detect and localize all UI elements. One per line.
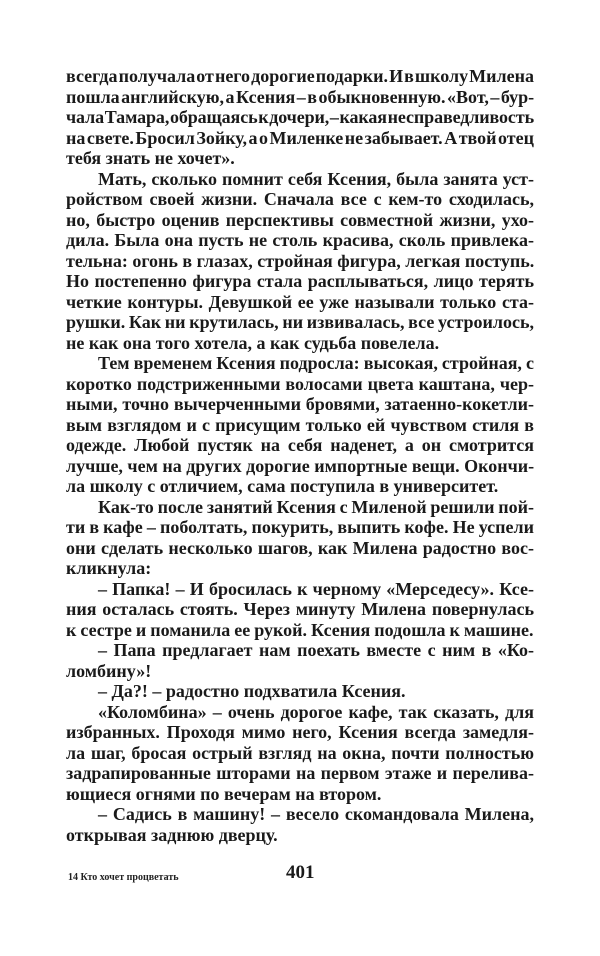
paragraph-start-line: – Да?! – радостно подхватила Ксения.	[98, 681, 406, 701]
text-line: ла шаг, бросая острый взгляд на окна, почти полностью	[66, 742, 534, 763]
text-line: они сделать несколько шагов, как Милена радостно вос-	[66, 537, 534, 558]
paragraph-start-line: – Папа предлагает нам поехать вместе с ним в «Ко-	[98, 640, 534, 660]
text-line: пошла английскую, а Ксения – в обыкновенную. «Вот, – бур-	[66, 86, 535, 107]
page-body-text	[66, 66, 534, 845]
text-line: кликнула:	[66, 558, 152, 578]
text-line: рушки. Как ни крутилась, ни извивалась, все устроилось,	[66, 312, 534, 332]
text-line: ла школу с отличием, сама поступила в университет.	[66, 476, 499, 496]
paragraph-start-line: Тем временем Ксения подросла: высокая, стройная, с	[98, 353, 534, 373]
page-number: 401	[286, 862, 315, 883]
text-line: избранных. Проходя мимо него, Ксения всегда замедля-	[66, 722, 534, 742]
text-line: дила. Была она пусть не столь красива, сколь привлека-	[66, 230, 534, 250]
text-line: открывая заднюю дверцу.	[66, 824, 278, 845]
text-line: ными, точно вычерченными бровями, затаенно-кокетли-	[66, 394, 534, 414]
text-line: ния осталась стоять. Через минуту Милена повернулась	[66, 599, 534, 619]
text-line: задрапированные шторами на первом этаже и перелива-	[66, 763, 534, 783]
text-line: к сестре и поманила ее рукой. Ксения подошла к машине.	[66, 619, 534, 640]
text-line: лучше, чем на других дорогие импортные вещи. Окончи-	[66, 455, 535, 476]
text-line: ти в кафе – поболтать, покурить, выпить кофе. Не успели	[66, 517, 534, 537]
text-line: вым взглядом и с присущим только ей чувством стиля в	[66, 414, 534, 435]
text-line: на свете. Бросил Зойку, а о Миленке не забывает. А твой отец	[66, 127, 534, 148]
text-line: но, быстро оценив перспективы совместной жизни, ухо-	[66, 209, 534, 230]
text-line: всегда получала от него дорогие подарки. И в школу Милена	[66, 66, 534, 86]
text-line: тельна: огонь в глазах, стройная фигура, легкая поступь.	[66, 250, 535, 271]
paragraph-start-line: «Коломбина» – очень дорогое кафе, так сказать, для	[98, 701, 534, 722]
paragraph-start-line: Как-то после занятий Ксения с Миленой решили пой-	[98, 496, 534, 517]
text-line: коротко подстриженными волосами цвета каштана, чер-	[66, 373, 534, 394]
text-line: чала Тамара, обращаясь к дочери, – какая несправедливость	[66, 107, 534, 127]
text-line: ломбину»!	[66, 660, 152, 681]
text-line: тебя знать не хочет».	[66, 148, 235, 168]
text-line: ющиеся огнями по вечерам на втором.	[66, 783, 382, 804]
paragraph-start-line: – Папка! – И бросилась к черному «Мерседесу». Ксе-	[98, 578, 534, 599]
text-line: Но постепенно фигура стала расплываться, лицо терять	[66, 271, 534, 291]
text-line: одежде. Любой пустяк на себя наденет, а он смотрится	[66, 435, 534, 455]
paragraph-start-line: – Садись в машину! – весело скомандовала Милена,	[98, 804, 534, 824]
text-line: не как она того хотела, а как судьба повелела.	[66, 332, 440, 353]
text-line: четкие контуры. Девушкой ее уже называли только ста-	[66, 291, 534, 312]
signature-footnote: 14 Кто хочет процветать	[68, 872, 179, 883]
text-line: ройством своей жизни. Сначала все с кем-то сходилась,	[66, 189, 534, 209]
paragraph-start-line: Мать, сколько помнит себя Ксения, была занята уст-	[98, 168, 534, 189]
